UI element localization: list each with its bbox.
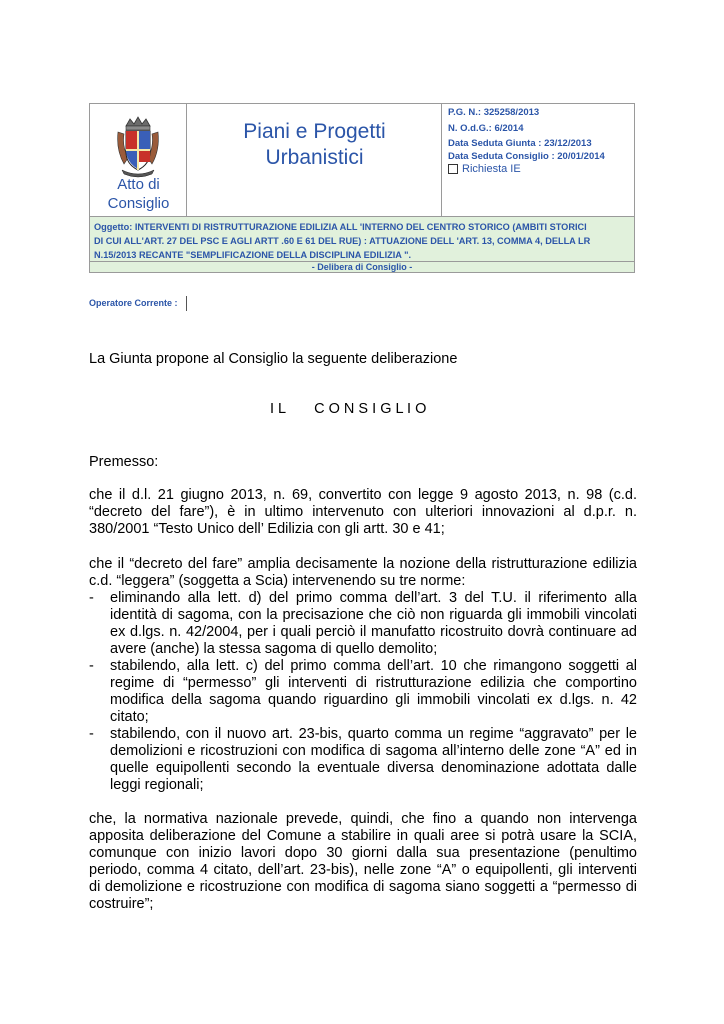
bullet3-line1: stabilendo, con il nuovo art. 23-bis, quarto comma un regime “aggravato” per le: [110, 726, 637, 742]
bullet3-line4: leggi regionali;: [110, 777, 204, 793]
bullet3-line3: quelle equipollenti secondo la eventuale diversa denominazione adottata dalle: [110, 760, 637, 776]
checkbox-icon[interactable]: [448, 164, 458, 174]
para2-line1: che il “decreto del fare” amplia decisamente la nozione della ristrutturazione edilizia: [89, 556, 637, 572]
richiesta-ie-row[interactable]: [448, 163, 521, 175]
pg-number: P.G. N.: 325258/2013: [448, 107, 540, 118]
info-cell: [442, 104, 634, 216]
title-line1: Piani e Progetti: [243, 120, 386, 143]
intro-text: La Giunta propone al Consiglio la seguente deliberazione: [89, 351, 458, 367]
title-line2: Urbanistici: [265, 146, 364, 169]
document-title: [187, 119, 442, 171]
oggetto-line1: Oggetto: INTERVENTI DI RISTRUTTURAZIONE EDILIZIA ALL 'INTERNO DEL CENTRO STORICO (AMBITI STORICI: [94, 222, 587, 232]
bullet3-dash: -: [89, 726, 94, 742]
para1-line1: che il d.l. 21 giugno 2013, n. 69, convertito con legge 9 agosto 2013, n. 98 (c.d.: [89, 487, 637, 503]
atto-di-consiglio-label: [90, 175, 187, 213]
consiglio-word: C O N S I G L I O: [314, 401, 427, 417]
premesso-heading: Premesso:: [89, 454, 159, 470]
para3-line1: che, la normativa nazionale prevede, quindi, che fino a quando non intervenga: [89, 811, 637, 827]
il-consiglio-heading: [270, 401, 426, 417]
bullet1-dash: -: [89, 590, 94, 606]
logo-label-line1: Atto di: [117, 176, 160, 193]
bullet1-line3: ex d.lgs. n. 42/2004, per i quali perciò il manufatto ricostruito dovrà continuare ad: [110, 624, 637, 640]
bullet1-line1: eliminando alla lett. d) del primo comma dell’art. 3 del T.U. il riferimento alla: [110, 590, 637, 606]
title-cell: [187, 104, 442, 216]
logo-label-line2: Consiglio: [107, 195, 170, 212]
para2-line2: c.d. “leggera” (soggetta a Scia) intervenendo su tre norme:: [89, 573, 466, 589]
richiesta-ie-label: Richiesta IE: [462, 163, 521, 175]
il-word: I L: [270, 401, 287, 417]
operatore-corrente-field[interactable]: [183, 296, 187, 311]
bullet3-line2: demolizioni e ricostruzioni con modifica di sagoma all’interno delle zone “A” ed in: [110, 743, 637, 759]
para3-line5: di demolizione e ricostruzione con modifica di sagoma siano soggetti a “permesso di: [89, 879, 637, 895]
bullet2-dash: -: [89, 658, 94, 674]
bullet2-line1: stabilendo, alla lett. c) del primo comma dell’art. 10 che rimangono soggetti al: [110, 658, 637, 674]
para1-line2: “decreto del fare”), è in ultimo intervenuto con ulteriori innovazioni al d.p.r. n.: [89, 504, 637, 520]
operatore-corrente-label: Operatore Corrente :: [89, 298, 178, 308]
document-header: [89, 103, 635, 273]
odg-number: N. O.d.G.: 6/2014: [448, 123, 524, 134]
para1-line3: 380/2001 “Testo Unico dell’ Edilizia con gli artt. 30 e 41;: [89, 521, 445, 537]
bullet2-line2: regime di “permesso” gli interventi di ristrutturazione edilizia che comportino: [110, 675, 637, 691]
delibera-label: - Delibera di Consiglio -: [90, 261, 634, 272]
data-seduta-consiglio: Data Seduta Consiglio : 20/01/2014: [448, 151, 605, 162]
logo-cell: [90, 104, 187, 216]
data-seduta-giunta: Data Seduta Giunta : 23/12/2013: [448, 138, 592, 149]
para3-line2: apposita deliberazione del Comune a stabilire in quali aree si potrà usare la SCIA,: [89, 828, 637, 844]
bullet1-line2: identità di sagoma, con la precisazione che ciò non riguarda gli immobili vincolati: [110, 607, 637, 623]
para3-line6: costruire”;: [89, 896, 154, 912]
para3-line4: periodo, comma 4 citato, dell’art. 23-bis), nelle zone “A” o equipollenti, gli interventi: [89, 862, 637, 878]
para3-line3: comunque con inizio lavori dopo 30 giorni dalla sua presentazione (penultimo: [89, 845, 637, 861]
oggetto-line2: DI CUI ALL'ART. 27 DEL PSC E AGLI ARTT .60 E 61 DEL RUE) : ATTUAZIONE DELL 'ART. 13, COMMA 4, DELLA LR: [94, 236, 591, 246]
oggetto-box: [90, 216, 634, 261]
bullet1-line4: avere (anche) la stessa sagoma di quello demolito;: [110, 641, 438, 657]
bullet2-line3: modifica della sagoma quando riguardino gli immobili vincolati ex d.lgs. n. 42: [110, 692, 637, 708]
bullet2-line4: citato;: [110, 709, 149, 725]
oggetto-line3: N.15/2013 RECANTE "SEMPLIFICAZIONE DELLA DISCIPLINA EDILIZIA ".: [94, 250, 412, 260]
coat-of-arms-icon: [114, 116, 162, 178]
